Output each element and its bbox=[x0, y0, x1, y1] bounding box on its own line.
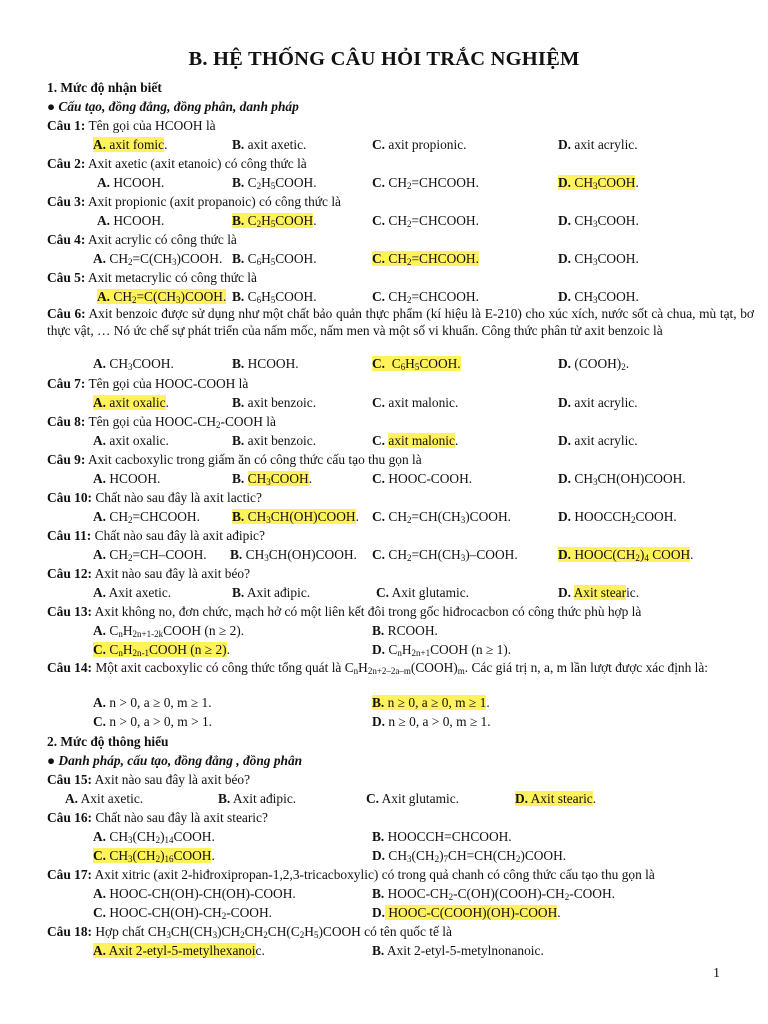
option-c: C. Axit glutamic. bbox=[376, 585, 469, 600]
option-b: B. $C_2H_5COOH$. bbox=[232, 175, 317, 191]
option-d: D. $CH_3CH(OH)COOH$. bbox=[558, 471, 686, 487]
option-a: A. Axit axetic. bbox=[65, 791, 144, 806]
option-a: A. axit oxalic. bbox=[93, 395, 169, 410]
question-2: Câu 2: Axit axetic (axit etanoic) có công thức là bbox=[47, 156, 307, 171]
question-12: Câu 12: Axit nào sau đây là axit béo? bbox=[47, 566, 251, 581]
option-b: B. HCOOH. bbox=[232, 356, 299, 371]
answer-highlight: B. n ≥ 0, a ≥ 0, m ≥ 1 bbox=[372, 695, 487, 710]
option-a: A. $CH_2=CH$–COOH. bbox=[93, 547, 207, 563]
option-c: C. HOOC-COOH. bbox=[372, 471, 473, 486]
option-d: D. HOOC-C(COOH)(OH)-COOH. bbox=[372, 905, 561, 920]
option-c: C. $CH_2=CHCOOH$. bbox=[372, 213, 479, 229]
option-d: D. $CH_3COOH$. bbox=[558, 175, 639, 191]
question-13: Câu 13: Axit không no, đơn chức, mạch hở có một liên kết đôi trong gốc hiđrocacbon có công thức phù hợp là bbox=[47, 604, 642, 619]
option-b: B. n ≥ 0, a ≥ 0, m ≥ 1. bbox=[372, 695, 490, 710]
option-b: B. axit axetic. bbox=[232, 137, 307, 152]
option-c: C. axit propionic. bbox=[372, 137, 467, 152]
question-9: Câu 9: Axit cacboxylic trong giấm ăn có công thức cấu tạo thu gọn là bbox=[47, 452, 422, 467]
option-b: B. $C_2H_5COOH$. bbox=[232, 213, 317, 229]
answer-highlight: D. $HOOC(CH_2)_4$ COOH bbox=[558, 547, 691, 563]
option-a: A. $CH_2=C(CH_3)COOH$. bbox=[93, 251, 223, 267]
option-b: B. axit benzoic. bbox=[232, 395, 317, 410]
option-b: B. HOOCCH=CHCOOH. bbox=[372, 829, 512, 844]
answer-highlight: B. $CH_3CH(OH)COOH$ bbox=[232, 509, 356, 525]
option-a: A. axit oxalic. bbox=[93, 433, 169, 448]
question-10: Câu 10: Chất nào sau đây là axit lactic? bbox=[47, 490, 262, 505]
option-d: D. Axit stearic. bbox=[515, 791, 597, 806]
option-a: A. HCOOH. bbox=[97, 213, 165, 228]
answer-highlight: C. $C_nH_{2n-1}COOH$ (n ≥ 2) bbox=[93, 642, 227, 658]
answer-highlight: Axit stear bbox=[573, 585, 627, 600]
question-17: Câu 17: Axit xitric (axit 2-hiđroxipropan-1,2,3-tricacboxylic) có trong quả chanh có công thức cấu tạo thu gọn là bbox=[47, 867, 655, 882]
option-c: C. axit malonic. bbox=[372, 395, 459, 410]
answer-highlight: B. $C_2H_5COOH$ bbox=[232, 213, 314, 229]
question-8: Câu 8: Tên gọi của HOOC-$CH_2$-COOH là bbox=[47, 414, 276, 430]
option-d: D. axit acrylic. bbox=[558, 433, 638, 448]
option-a: A. HCOOH. bbox=[97, 175, 165, 190]
option-a: A. $C_nH_{2n+1-2k}COOH$ (n ≥ 2). bbox=[93, 623, 245, 639]
option-c: C. n > 0, a > 0, m > 1. bbox=[93, 714, 213, 729]
answer-highlight: A. Axit 2-etyl-5-metylhexanoi bbox=[93, 943, 256, 958]
question-7: Câu 7: Tên gọi của HOOC-COOH là bbox=[47, 376, 249, 391]
option-a: A. n > 0, a ≥ 0, m ≥ 1. bbox=[93, 695, 212, 710]
question-3: Câu 3: Axit propionic (axit propanoic) có công thức là bbox=[47, 194, 341, 209]
answer-highlight: axit malonic bbox=[388, 433, 455, 448]
option-b: B. $CH_3CH(OH)COOH$. bbox=[232, 509, 359, 525]
option-c bbox=[372, 355, 461, 372]
option-a: A. HCOOH. bbox=[93, 471, 161, 486]
option-c: C. $CH_2=CHCOOH$. bbox=[372, 175, 479, 191]
question-4: Câu 4: Axit acrylic có công thức là bbox=[47, 232, 237, 247]
question-5: Câu 5: Axit metacrylic có công thức là bbox=[47, 270, 257, 285]
option-c: C. axit malonic. bbox=[372, 433, 459, 448]
option-c: C. $CH_2=CHCOOH$. bbox=[372, 289, 479, 305]
option-b: B. RCOOH. bbox=[372, 623, 438, 638]
option-d: D. n ≥ 0, a > 0, m ≥ 1. bbox=[372, 714, 491, 729]
option-b: B. HOOC-$CH_2-C(OH)(COOH)-CH_2$-COOH. bbox=[372, 886, 615, 902]
question-14: Câu 14: Một axit cacboxylic có công thức tổng quát là $C_nH_{2n+2-2a-m}(COOH)_m$. Các giá trị n, a, m lần lượt được xác định là: bbox=[47, 660, 709, 676]
option-d: D. Axit stearic. bbox=[558, 585, 640, 600]
option-c: C. Axit glutamic. bbox=[366, 791, 459, 806]
subsection-heading-1: ● Cấu tạo, đồng đẳng, đồng phân, danh pháp bbox=[47, 99, 299, 114]
section-heading-2: 2. Mức độ thông hiểu bbox=[47, 734, 169, 749]
answer-highlight: D. $CH_3COOH$ bbox=[558, 175, 636, 191]
option-d: D. $HOOCCH_2COOH$. bbox=[558, 509, 677, 525]
question-number: Câu 1: bbox=[47, 118, 86, 133]
option-a: A. Axit 2-etyl-5-metylhexanoic. bbox=[93, 943, 265, 958]
option-c: C. $CH_2=CH(CH_3)COOH$. bbox=[372, 509, 511, 525]
option-d: D. $(COOH)_2$. bbox=[558, 356, 630, 372]
option-d: D. axit acrylic. bbox=[558, 137, 638, 152]
option-c: C. $C_nH_{2n-1}COOH$ (n ≥ 2). bbox=[93, 642, 231, 658]
answer-highlight: $CH_3COOH$ bbox=[247, 471, 309, 487]
option-a: A. $CH_3(CH_2)_{14}COOH$. bbox=[93, 829, 215, 845]
option-a bbox=[97, 288, 226, 305]
page-title: B. HỆ THỐNG CÂU HỎI TRẮC NGHIỆM bbox=[188, 48, 580, 70]
question-15: Câu 15: Axit nào sau đây là axit béo? bbox=[47, 772, 251, 787]
answer-highlight: C. $C_6H_5COOH$. bbox=[372, 356, 461, 372]
question-6: Câu 6: Axit benzoic được sử dụng như một chất bảo quản thực phẩm (kí hiệu là E-210) cho xúc xích, nước sốt cà chua, mù tạt, bơ thực vật, … Nó ức chế sự phát triển của nấm mốc, nấm men và một số vi khuẩn. Công thức phân tử axit benzoic là bbox=[47, 306, 754, 338]
option-d: D. $CH_3COOH$. bbox=[558, 251, 639, 267]
option-b: B. $C_6H_5COOH$. bbox=[232, 289, 317, 305]
question-16: Câu 16: Chất nào sau đây là axit stearic? bbox=[47, 810, 268, 825]
option-c: C. $CH_3(CH_2)_{16}COOH$. bbox=[93, 848, 215, 864]
answer-highlight: HOOC-C(COOH)(OH)-COOH bbox=[385, 905, 557, 920]
subsection-heading-2: ● Danh pháp, cấu tạo, đồng đẳng , đồng phân bbox=[47, 753, 303, 768]
answer-highlight: D. Axit stearic bbox=[515, 791, 593, 806]
answer-highlight: A. $CH_2=C(CH_3)COOH$. bbox=[97, 289, 227, 305]
option-a: A. $CH_3COOH$. bbox=[93, 356, 174, 372]
answer-highlight: C. $CH_2=CHCOOH$. bbox=[372, 251, 479, 267]
section-heading-1: 1. Mức độ nhận biết bbox=[47, 80, 162, 95]
option-c: C. HOOC-$CH(OH)-CH_2$-COOH. bbox=[93, 905, 272, 921]
option-b: B. Axit ađipic. bbox=[232, 585, 311, 600]
answer-highlight: C. $CH_3(CH_2)_{16}COOH$ bbox=[93, 848, 212, 864]
option-b: B. $CH_3CH(OH)COOH$. bbox=[230, 547, 357, 563]
option-d: D. $CH_3COOH$. bbox=[558, 289, 639, 305]
page-number: 1 bbox=[713, 966, 720, 981]
option-b: B. $C_6H_5COOH$. bbox=[232, 251, 317, 267]
option-c: C. $CH_2=CH(CH_3)$–COOH. bbox=[372, 547, 518, 563]
option-c bbox=[372, 250, 479, 267]
option-d: D. $CH_3(CH_2)_7CH=CH(CH_2)COOH$. bbox=[372, 848, 567, 864]
answer-highlight: A. axit oxalic bbox=[93, 395, 166, 410]
option-d: D. $CH_3COOH$. bbox=[558, 213, 639, 229]
option-b: B. axit benzoic. bbox=[232, 433, 317, 448]
question-11: Câu 11: Chất nào sau đây là axit ađipic? bbox=[47, 528, 265, 543]
option-a: A. Axit axetic. bbox=[93, 585, 172, 600]
question-text: Tên gọi của HCOOH là bbox=[88, 118, 216, 133]
option-a: A. axit fomic. bbox=[93, 137, 168, 152]
option-d: D. axit acrylic. bbox=[558, 395, 638, 410]
option-b: B. $CH_3COOH$. bbox=[232, 471, 313, 487]
option-a: A. HOOC-CH(OH)-CH(OH)-COOH. bbox=[93, 886, 296, 901]
question-1 bbox=[47, 117, 216, 134]
option-d: D. $C_nH_{2n+1}COOH$ (n ≥ 1). bbox=[372, 642, 512, 658]
answer-highlight: A. axit fomic bbox=[93, 137, 165, 152]
option-d: D. $HOOC(CH_2)_4$ COOH. bbox=[558, 547, 694, 563]
option-a: A. $CH_2=CHCOOH$. bbox=[93, 509, 200, 525]
option-b: B. Axit 2-etyl-5-metylnonanoic. bbox=[372, 943, 544, 958]
option-b: B. Axit ađipic. bbox=[218, 791, 297, 806]
question-18: Câu 18: Hợp chất $CH_3CH(CH_3)CH_2CH_2CH(C_2H_5)COOH$ có tên quốc tế là bbox=[47, 924, 452, 940]
